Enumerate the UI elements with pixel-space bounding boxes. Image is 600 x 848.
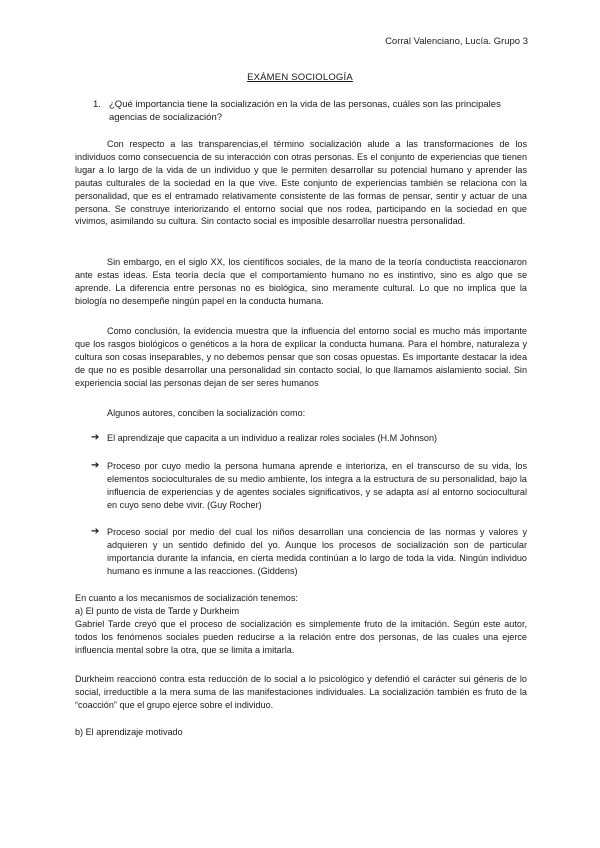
bullet-text: El aprendizaje que capacita a un individuo a realizar roles sociales (H.M Johnson)	[107, 433, 438, 443]
document-title: EXÁMEN SOCIOLOGÍA	[247, 72, 353, 83]
bullet-item-giddens	[91, 526, 527, 578]
paragraph-conclusion: Como conclusión, la evidencia muestra que la influencia del entorno social es mucho más importante que los rasgos biológicos o genéticos a la hora de explicar la conducta humana. Para el hombre, naturaleza y cultura son cosas inseparables, y no debemos pensar que son cosas opuestas. Es importante destacar la idea de que no es posible desarrollar una personalidad sin contacto social, lo que llamamos aislamiento social. Sin experiencia social las personas dejan de ser seres humanos	[75, 326, 527, 388]
section-heading-b: b) El aprendizaje motivado	[75, 727, 183, 737]
section-heading-a: a) El punto de vista de Tarde y Durkheim	[75, 605, 240, 616]
bullet-text: Proceso por cuyo medio la persona humana aprende e interioriza, en el transcurso de su vida, los elementos socioculturales de su medio ambiente, los integra a la estructura de su personalidad, bajo la influencia de experiencias y de agentes sociales significativos, y se adapta así al entorno sociocultural en cuyo seno debe vivir. (Guy Rocher)	[107, 461, 527, 510]
question-item	[93, 98, 539, 124]
paragraph-siglo-xx: Sin embargo, en el siglo XX, los científicos sociales, de la mano de la teoría conductista reaccionaron ante estas ideas. Esta teoría decía que el comportamiento humano no es instintivo, sino es algo que se aprende. La diferencia entre personas no es biológica, sino meramente cultural. Lo que no implica que la biología no desempeñe ningún papel en la conducta humana.	[75, 257, 527, 306]
mechanisms-intro: En cuanto a los mecanismos de socialización tenemos:	[75, 593, 298, 603]
definitions-intro: Algunos autores, conciben la socialización como:	[107, 408, 306, 418]
bullet-item-rocher	[91, 460, 527, 512]
arrow-bullet-icon: ➔	[91, 432, 100, 443]
bullet-item-johnson	[91, 432, 527, 445]
question-number: 1.	[93, 99, 101, 110]
arrow-bullet-icon: ➔	[91, 460, 100, 471]
question-text: ¿Qué importancia tiene la socialización en la vida de las personas, cuáles son las principales agencias de socialización?	[109, 99, 501, 123]
paragraph-tarde: Gabriel Tarde creyó que el proceso de socialización es simplemente fruto de la imitación. Según este autor, todos los fenómenos sociales pueden reducirse a la relación entre dos personas, de las cuales una ejerce influencia mental sobre la otra, que se limita a imitarla.	[75, 618, 527, 655]
arrow-bullet-icon: ➔	[91, 526, 100, 537]
mechanisms-section	[75, 592, 527, 657]
paragraph-transparencias: Con respecto a las transparencias,el término socialización alude a las transformaciones de los individuos como consecuencia de su interacción con otras personas. Es el conjunto de experiencias que tienen lugar a lo largo de la vida de un individuo y que le permiten desarrollar su potencial humano y aprender las pautas culturales de la sociedad en la que vive. Este conjunto de experiencias también se relaciona con la personalidad, que es el entramado relativamente consistente de las formas de pensar, sentir y actuar de una persona. Se construye interiorizando el entorno social que nos rodea, participando en la sociedad en que vivimos, asimilando su cultura. Sin contacto social es imposible desarrollar nuestra personalidad.	[75, 139, 527, 227]
page-header-author: Corral Valenciano, Lucía. Grupo 3	[385, 36, 528, 47]
bullet-text: Proceso social por medio del cual los niños desarrollan una conciencia de las normas y valores y adquieren y un sentido definido del yo. Aunque los procesos de socialización son de particular importancia durante la infancia, en cierta medida continúan a lo largo de toda la vida. Ningún individuo humano es inmune a las reacciones. (Giddens)	[107, 527, 527, 576]
paragraph-durkheim: Durkheim reaccionó contra esta reducción de lo social a lo psicológico y defendió el carácter sui géneris de lo social, irreductible a la mera suma de las manifestaciones individuales. La socialización también es fruto de la “coacción” que el grupo ejerce sobre el individuo.	[75, 674, 527, 710]
